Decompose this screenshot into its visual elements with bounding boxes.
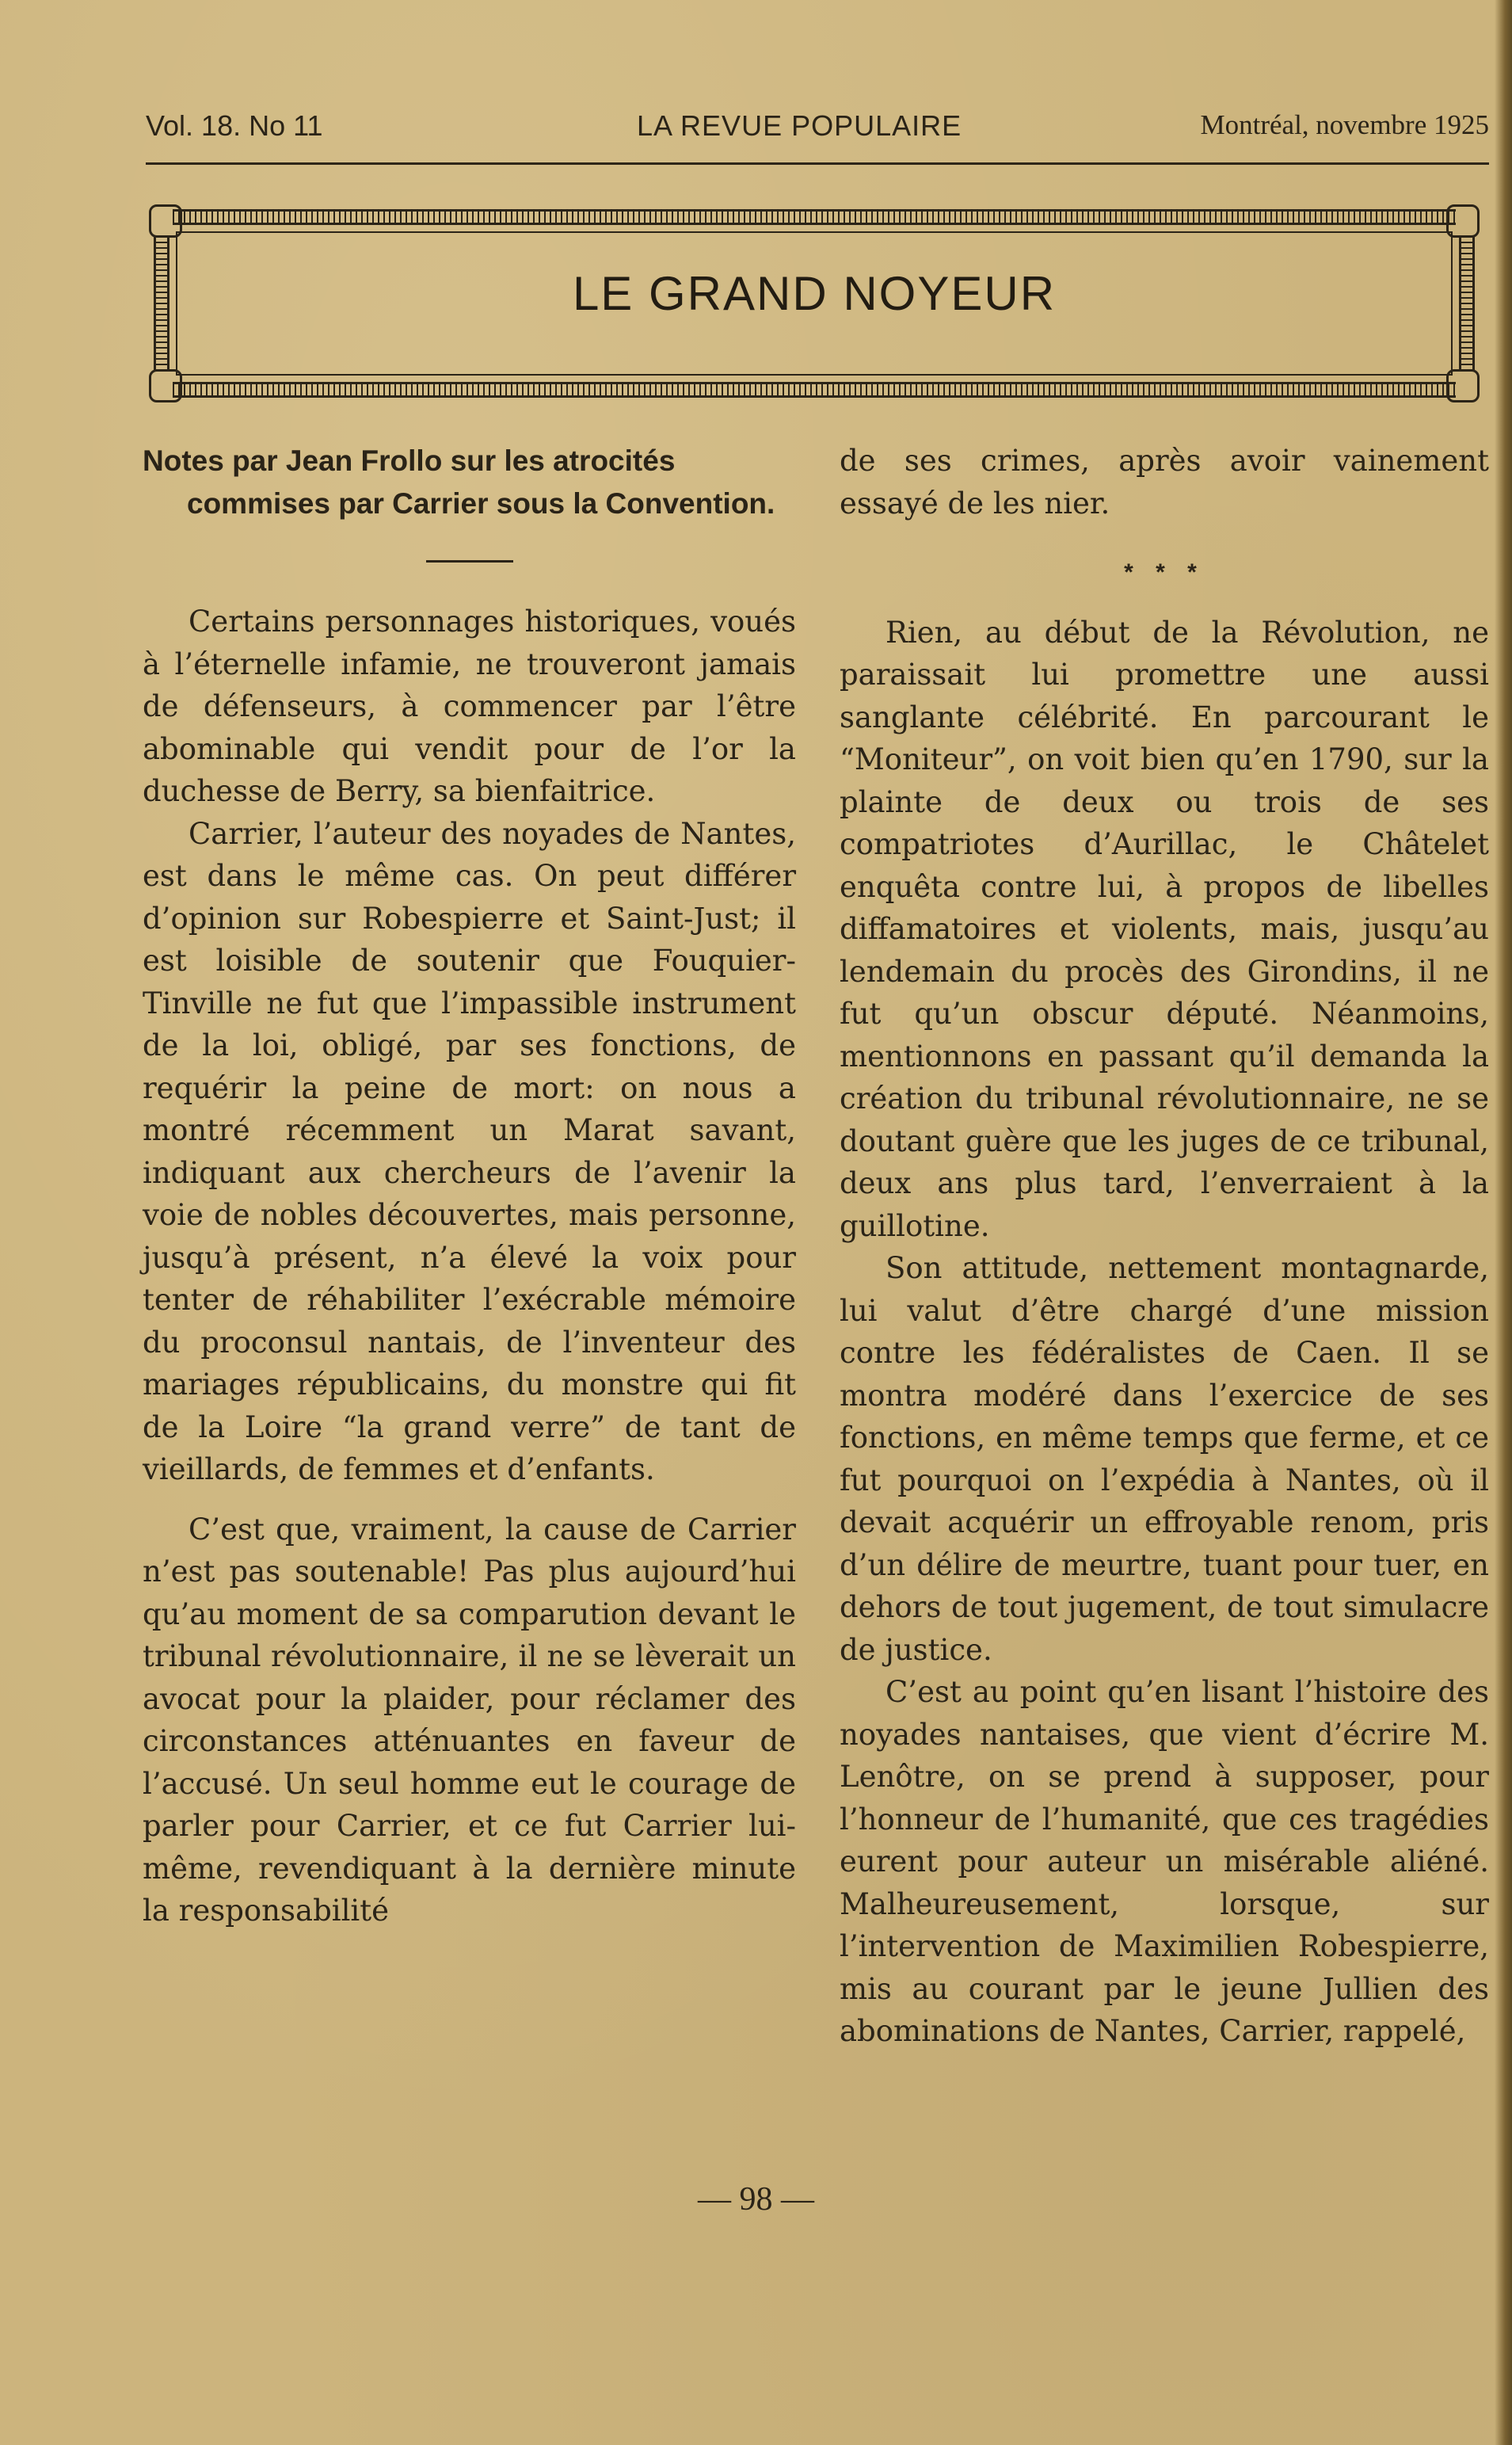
article-subtitle: Notes par Jean Frollo sur les atrocités commises par Carrier sous la Convention. bbox=[143, 444, 775, 520]
section-separator: * * * bbox=[1124, 559, 1205, 586]
right-column bbox=[840, 440, 1489, 2053]
header-rule bbox=[146, 162, 1489, 165]
volume-number: Vol. 18. No 11 bbox=[146, 109, 323, 142]
article-title: LE GRAND NOYEUR bbox=[572, 267, 1057, 320]
title-frame bbox=[149, 204, 1480, 402]
paragraph-continuation: de ses crimes, après avoir vainement essayé de les nier. bbox=[840, 444, 1489, 521]
paragraph: Carrier, l’auteur des noyades de Nantes, est dans le même cas. On peut différer d’opinion sur Robespierre et Saint-Just; il est loisible de soutenir que Fouquier-Tinville ne fut que l’impassible instrument de la loi, obligé, par ses fonctions, de requérir la peine de mort: on nous a montré récemment un Marat savant, indiquant aux chercheurs de l’avenir la voie de nobles découvertes, mais personne, jusqu’à présent, n’a élevé la voix pour tenter de réhabiliter l’exécrable mémoire du proconsul nantais, de l’inventeur des mariages républicains, du monstre qui fit de la Loire “la grand verre” de tant de vieillards, de femmes et d’enfants. bbox=[143, 816, 796, 1486]
paragraph: Rien, au début de la Révolution, ne paraissait lui promettre une aussi sanglante célébrité. En parcourant le “Moniteur”, on voit bien qu’en 1790, sur la plainte de deux ou trois de ses compatriotes d’Aurillac, le Châtelet enquêta contre lui, à propos de libelles diffamatoires et violents, mais, jusqu’au lendemain du procès des Girondins, il ne fut qu’un obscur député. Néanmoins, mentionnons en passant qu’il demanda la création du tribunal révolutionnaire, ne se doutant guère que les juges de ce tribunal, deux ans plus tard, l’enverraient à la guillotine. bbox=[840, 615, 1489, 1243]
frame-border-top bbox=[173, 209, 1456, 225]
paragraph: Son attitude, nettement montagnarde, lui valut d’être chargé d’une mission contre les fédéralistes de Caen. Il se montra modéré dans l’exercice de ses fonctions, en même temps que ferme, et ce fut pourquoi on l’expédia à Nantes, où il devait acquérir un effroyable renom, pris d’un délire de meurtre, tuant pour tuer, en dehors de tout jugement, de tout simulacre de justice. bbox=[840, 1251, 1489, 1667]
publication-name: LA REVUE POPULAIRE bbox=[637, 109, 962, 142]
paragraph: Certains personnages historiques, voués à l’éternelle infamie, ne trouveront jamais de défenseurs, à commencer par l’être abominable qui vendit pour de l’or la duchesse de Berry, sa bienfaitrice. bbox=[143, 605, 796, 808]
running-head bbox=[146, 109, 1489, 149]
page-number: — 98 — bbox=[698, 2181, 814, 2218]
left-column bbox=[143, 440, 796, 1932]
paragraph: C’est au point qu’en lisant l’histoire des noyades nantaises, que vient d’écrire M. Lenôtre, on se prend à supposer, pour l’honneur de l’humanité, que ces tragédies eurent pour auteur un misérable aliéné. Malheureusement, lorsque, sur l’intervention de Maximilien Robespierre, mis au courant par le jeune Jullien des abominations de Nantes, Carrier, rappelé, bbox=[840, 1675, 1489, 2048]
frame-border-bottom bbox=[173, 382, 1456, 398]
paragraph: C’est que, vraiment, la cause de Carrier n’est pas soutenable! Pas plus aujourd’hui qu’au moment de sa comparution devant le tribunal révolutionnaire, il ne se lèverait un avocat pour la plaider, pour réclamer des circonstances atténuantes en faveur de l’accusé. Un seul homme eut le courage de parler pour Carrier, et ce fut Carrier lui-même, revendiquant à la dernière minute la responsabilité bbox=[143, 1512, 796, 1928]
subtitle-rule bbox=[426, 560, 513, 563]
place-and-date: Montréal, novembre 1925 bbox=[1200, 109, 1489, 140]
page-edge-shadow bbox=[1495, 0, 1512, 2445]
